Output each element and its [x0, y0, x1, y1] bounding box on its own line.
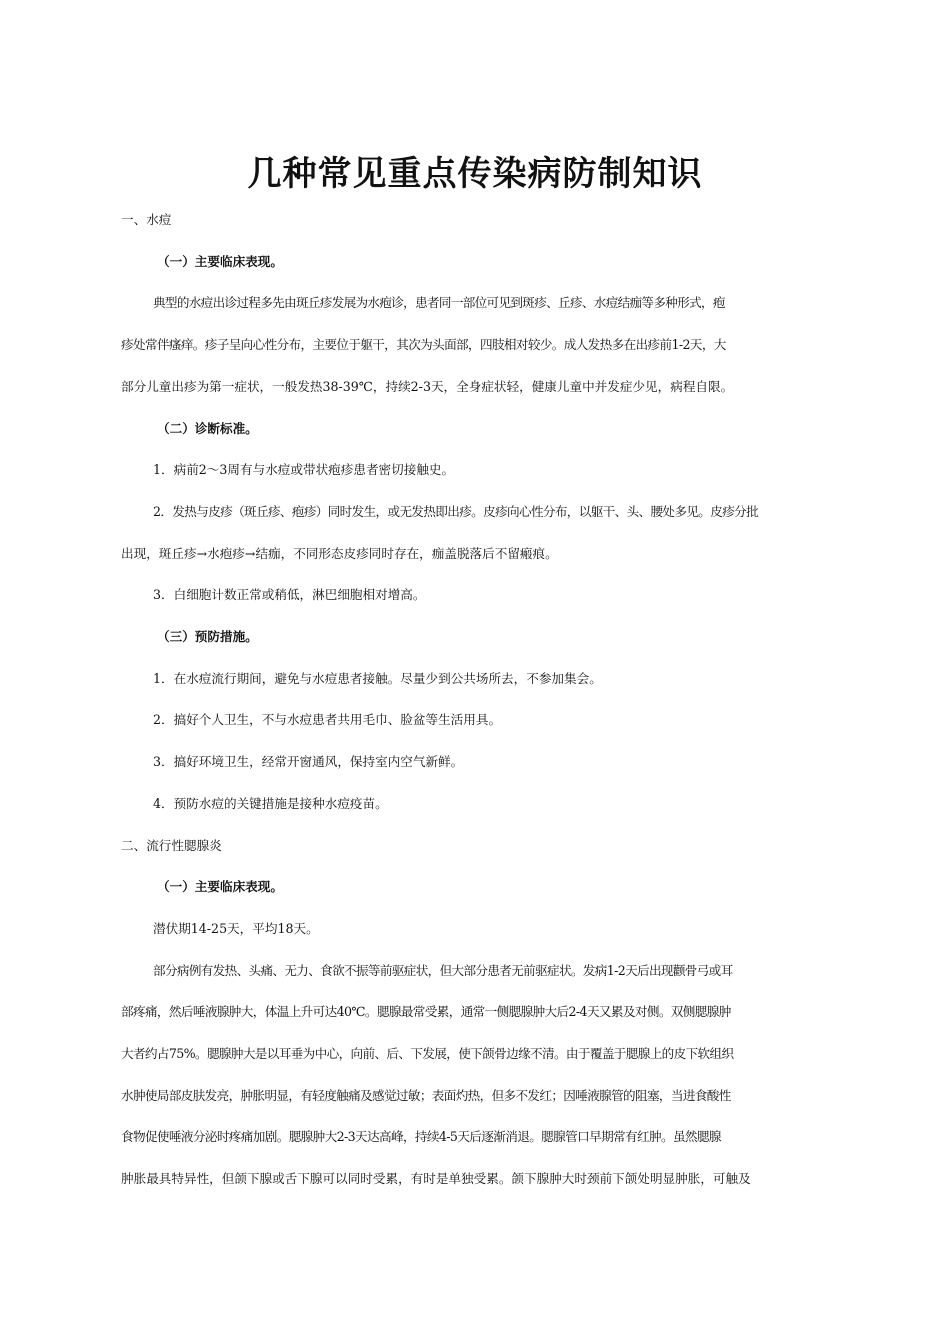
subsection-heading: （一）主要临床表现。	[157, 879, 283, 895]
section-heading: 二、流行性腮腺炎	[121, 837, 222, 853]
paragraph-line: 出现，斑丘疹→水疱疹→结痂，不同形态皮疹同时存在，痂盖脱落后不留瘢痕。	[121, 545, 558, 561]
paragraph	[121, 491, 833, 574]
paragraph	[121, 449, 833, 491]
document-title: 几种常见重点传染病防制知识	[247, 154, 703, 194]
paragraph	[121, 950, 833, 1200]
paragraph-line: 食物促使唾液分泌时疼痛加剧。腮腺肿大2-3天达高峰，持续4-5天后逐渐消退。腮腺管口早期常有红肿。虽然腮腺	[121, 1129, 721, 1145]
paragraph-line: 肿胀最具特异性，但颌下腺或舌下腺可以同时受累，有时是单独受累。颌下腺肿大时颈前下颌处明显肿胀，可触及	[121, 1171, 751, 1187]
subsection-heading: （三）预防措施。	[157, 629, 258, 645]
paragraph-line: 部分儿童出疹为第一症状，一般发热38-39℃，持续2-3天，全身症状轻，健康儿童中并发症少见，病程自限。	[121, 378, 734, 394]
paragraph-line: 2．发热与皮疹（斑丘疹、疱疹）同时发生，或无发热即出疹。皮疹向心性分布，以躯干、头、腰处多见。皮疹分批	[153, 503, 759, 519]
paragraph-line: 1．病前2～3周有与水痘或带状疱疹患者密切接触史。	[153, 462, 455, 478]
paragraph	[121, 282, 833, 407]
paragraph-line: 部疼痛，然后唾液腺肿大，体温上升可达40℃。腮腺最常受累，通常一侧腮腺肿大后2-4天又累及对侧。双侧腮腺肿	[121, 1004, 731, 1020]
paragraph	[121, 699, 833, 741]
section-heading: 一、水痘	[121, 212, 172, 227]
paragraph-line: 4．预防水痘的关键措施是接种水痘疫苗。	[153, 795, 388, 811]
paragraph	[121, 783, 833, 825]
paragraph-line: 疹处常伴瘙痒。疹子呈向心性分布，主要位于躯干，其次为头面部，四肢相对较少。成人发热多在出疹前1-2天，大	[121, 337, 726, 353]
paragraph-line: 大者约占75%。腮腺肿大是以耳垂为中心，向前、后、下发展，使下颌骨边缘不清。由于覆盖于腮腺上的皮下软组织	[121, 1046, 734, 1062]
subsection-heading: （二）诊断标准。	[157, 420, 258, 436]
paragraph-line: 1．在水痘流行期间，避免与水痘患者接触。尽量少到公共场所去，不参加集会。	[153, 670, 602, 686]
paragraph	[121, 741, 833, 783]
paragraph-line: 3．搞好环境卫生，经常开窗通风，保持室内空气新鲜。	[153, 754, 464, 770]
paragraph-line: 2．搞好个人卫生，不与水痘患者共用毛巾、脸盆等生活用具。	[153, 712, 502, 728]
paragraph-line: 潜伏期14-25天，平均18天。	[153, 920, 319, 936]
subsection-heading: （一）主要临床表现。	[157, 253, 283, 269]
document-body	[121, 199, 833, 1200]
paragraph-line: 部分病例有发热、头痛、无力、食欲不振等前驱症状，但大部分患者无前驱症状。发病1-2天后出现颧骨弓或耳	[153, 962, 733, 978]
paragraph	[121, 574, 833, 616]
paragraph	[121, 658, 833, 700]
paragraph-line: 典型的水痘出诊过程多先由斑丘疹发展为水疱诊，患者同一部位可见到斑疹、丘疹、水痘结痂等多种形式，疱	[153, 295, 725, 311]
paragraph	[121, 908, 833, 950]
paragraph-line: 3．白细胞计数正常或稍低，淋巴细胞相对增高。	[153, 587, 426, 603]
paragraph-line: 水肿使局部皮肤发亮，肿胀明显，有轻度触痛及感觉过敏；表面灼热，但多不发红；因唾液腺管的阻塞，当进食酸性	[121, 1087, 731, 1103]
